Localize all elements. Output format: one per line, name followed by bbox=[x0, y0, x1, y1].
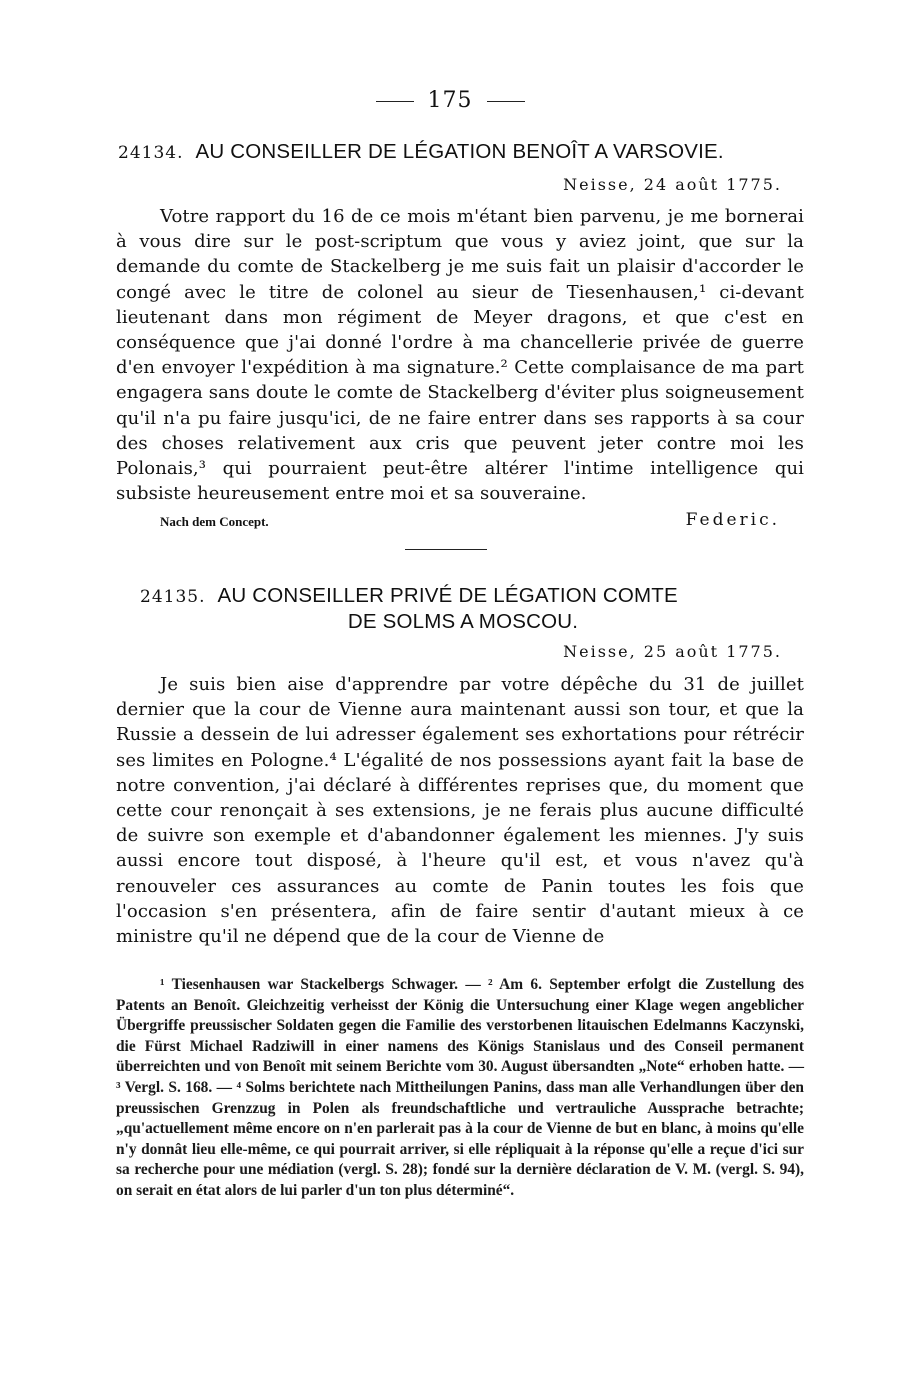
letter-title-line2: DE SOLMS A MOSCOU. bbox=[347, 610, 579, 633]
signature: Federic. bbox=[685, 510, 780, 530]
letter-title-line1: AU CONSEILLER PRIVÉ DE LÉGATION COMTE bbox=[217, 584, 678, 607]
letter-body-text: Je suis bien aise d'apprendre par votre dépêche du 31 de juillet dernier que la cour de Vienne aura maintenant aussi son tour, et que la Russie a dessein de lui adresser également ses exhortations pour rétrécir ses limites en Pologne.⁴ L'égalité de nos possessions ayant fait la base de notre convention, j'ai déclaré à différentes reprises que, du moment que cette cour renonçait à ses extensions, je ne ferais plus aucune difficulté de suivre son exemple et d'abandonner également les miennes. J'y suis aussi encore tout disposé, à l'heure qu'il est, et vous n'avez qu'à renouveler ces assurances au comte de Panin toutes les fois que l'occasion s'en présentera, afin de faire sentir d'autant mieux à ce ministre qu'il ne dépend que de la cour de Vienne de bbox=[116, 674, 804, 948]
letter-heading-24134 bbox=[118, 140, 808, 164]
footnotes-text: ¹ Tiesenhausen war Stackelbergs Schwager. — ² Am 6. September erfolgt die Zustellung des Patents an Benoît. Gleichzeitig verheisst der König die Untersuchung einer Klage wegen angeblicher Übergriffe preussischer Soldaten gegen die Familie des verstorbenen litauischen Edelmanns Kaczynski, die Fürst Michael Radziwill in einer namens des Königs Stanislaus und des Conseil permanent überreichten und von Benoît mit seinem Berichte vom 30. August übersandten „Note“ erhoben hatte. — ³ Vergl. S. 168. — ⁴ Solms berichtete nach Mittheilungen Panins, dass man alle Verhandlungen über den preussischen Grenzzug in Polen als freundschaftliche und vertrauliche Aussprache betrachte; „qu'actuellement même encore on n'en parlerait pas à la cour de Vienne de but en blanc, à moins qu'elle n'y donnât lieu elle-même, ce qui pourrait arriver, si elle répliquait à la réponse qu'elle a reçue d'ici sur sa recherche pour une médiation (vergl. S. 28); fondé sur la dernière déclaration de V. M. (vergl. S. 94), on serait en état alors de lui parler d'un ton plus déterminé“. bbox=[116, 976, 804, 1199]
page-number-value: 175 bbox=[427, 88, 473, 113]
dateline-24135: Neisse, 25 août 1775. bbox=[563, 642, 782, 661]
letter-number: 24135. bbox=[140, 587, 206, 607]
section-separator bbox=[405, 549, 487, 550]
page-number bbox=[0, 88, 900, 113]
page-number-dash-right bbox=[487, 101, 525, 102]
source-note: Nach dem Concept. bbox=[160, 514, 269, 529]
letter-body-24134 bbox=[116, 204, 804, 506]
letter-body-text: Votre rapport du 16 de ce mois m'étant bien parvenu, je me bornerai à vous dire sur le post-scriptum que vous y aviez joint, que sur la demande du comte de Stackelberg je me suis fait un plaisir d'accorder le congé avec le titre de colonel au sieur de Tiesenhausen,¹ ci-devant lieutenant dans mon régiment de Meyer dragons, et que c'est en conséquence que j'ai donné l'ordre à ma chancellerie privée de guerre d'en envoyer l'expédition à ma signature.² Cette complaisance de ma part engagera sans doute le comte de Stackelberg d'éviter plus soigneusement qu'il n'a pu faire jusqu'ici, de ne faire entrer dans ses rapports à sa cour des choses relativement aux cris que peuvent jeter contre moi les Polonais,³ qui pourraient peut-être altérer l'intime intelligence qui subsiste heureusement entre moi et sa souveraine. bbox=[116, 206, 804, 505]
letter-title: AU CONSEILLER DE LÉGATION BENOÎT A VARSOVIE. bbox=[195, 140, 724, 163]
letter-number: 24134. bbox=[118, 143, 184, 163]
letter-heading-24135 bbox=[118, 584, 808, 634]
footnotes bbox=[116, 975, 804, 1202]
dateline-24134: Neisse, 24 août 1775. bbox=[563, 175, 782, 194]
page-number-dash-left bbox=[376, 101, 414, 102]
letter-body-24135 bbox=[116, 672, 804, 949]
